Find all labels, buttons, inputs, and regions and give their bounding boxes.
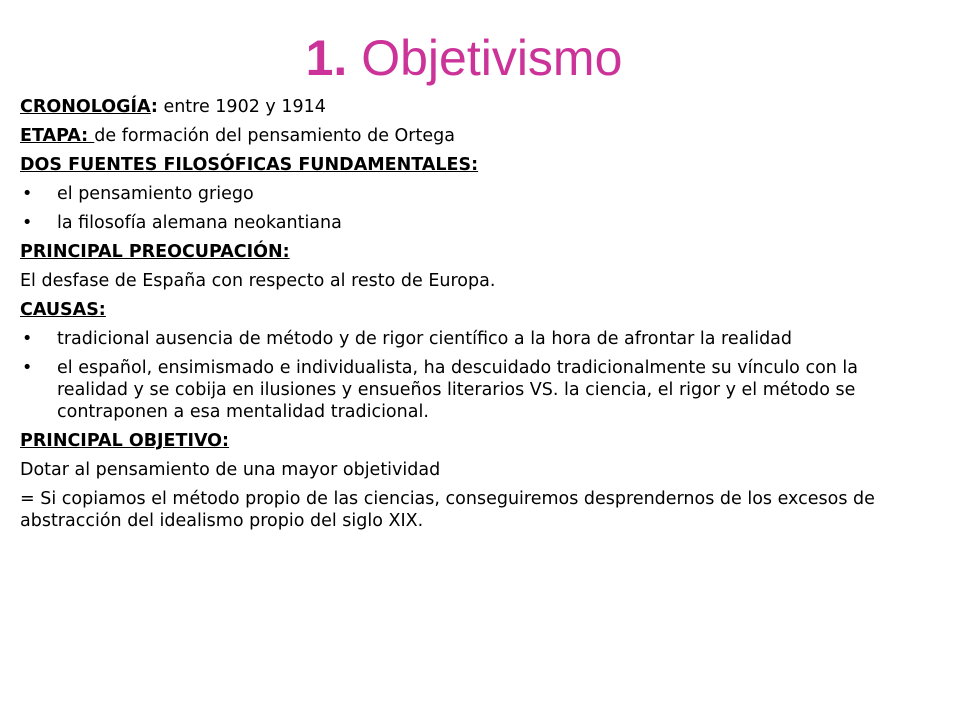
preocupacion-heading xyxy=(20,241,925,263)
etapa-text: de formación del pensamiento de Ortega xyxy=(94,126,455,146)
fuentes-item-2: la filosofía alemana neokantiana xyxy=(57,213,342,233)
cronologia-text: entre 1902 y 1914 xyxy=(157,97,326,117)
cronologia-sep: : xyxy=(150,97,158,117)
objetivo-label: PRINCIPAL OBJETIVO: xyxy=(20,431,230,451)
bullet-icon: • xyxy=(22,329,33,349)
preocupacion-text: El desfase de España con respecto al resto de Europa. xyxy=(20,271,496,291)
etapa-label: ETAPA: xyxy=(20,126,95,146)
fuentes-item-1: el pensamiento griego xyxy=(57,184,254,204)
objetivo-text: Dotar al pensamiento de una mayor objetividad xyxy=(20,460,441,480)
list-item xyxy=(20,328,925,350)
fuentes-label: DOS FUENTES FILOSÓFICAS FUNDAMENTALES: xyxy=(20,155,479,175)
list-item xyxy=(20,212,925,234)
title-number: 1. xyxy=(305,30,348,86)
title-text: Objetivismo xyxy=(347,30,623,86)
causas-item-1: tradicional ausencia de método y de rigor científico a la hora de afrontar la realidad xyxy=(57,329,793,349)
slide-body xyxy=(20,96,925,539)
preocupacion-label: PRINCIPAL PREOCUPACIÓN: xyxy=(20,242,290,262)
causas-heading xyxy=(20,299,925,321)
slide-title xyxy=(0,28,928,88)
cronologia-label: CRONOLOGÍA xyxy=(20,97,151,117)
causas-item-2: el español, ensimismado e individualista, ha descuidado tradicionalmente su vínculo con la realidad y se cobija en ilusiones y ensueños literarios VS. la ciencia, el rigor y el método se contraponen a esa mentalidad tradicional. xyxy=(57,358,859,422)
cronologia-line xyxy=(20,96,925,118)
objetivo-note: = Si copiamos el método propio de las ciencias, conseguiremos desprendernos de los excesos de abstracción del idealismo propio del siglo XIX. xyxy=(20,489,875,531)
etapa-line xyxy=(20,125,925,147)
fuentes-heading xyxy=(20,154,925,176)
causas-label: CAUSAS: xyxy=(20,300,106,320)
bullet-icon: • xyxy=(22,358,33,378)
list-item xyxy=(20,183,925,205)
bullet-icon: • xyxy=(22,213,33,233)
bullet-icon: • xyxy=(22,184,33,204)
objetivo-heading xyxy=(20,430,925,452)
list-item xyxy=(20,357,925,423)
